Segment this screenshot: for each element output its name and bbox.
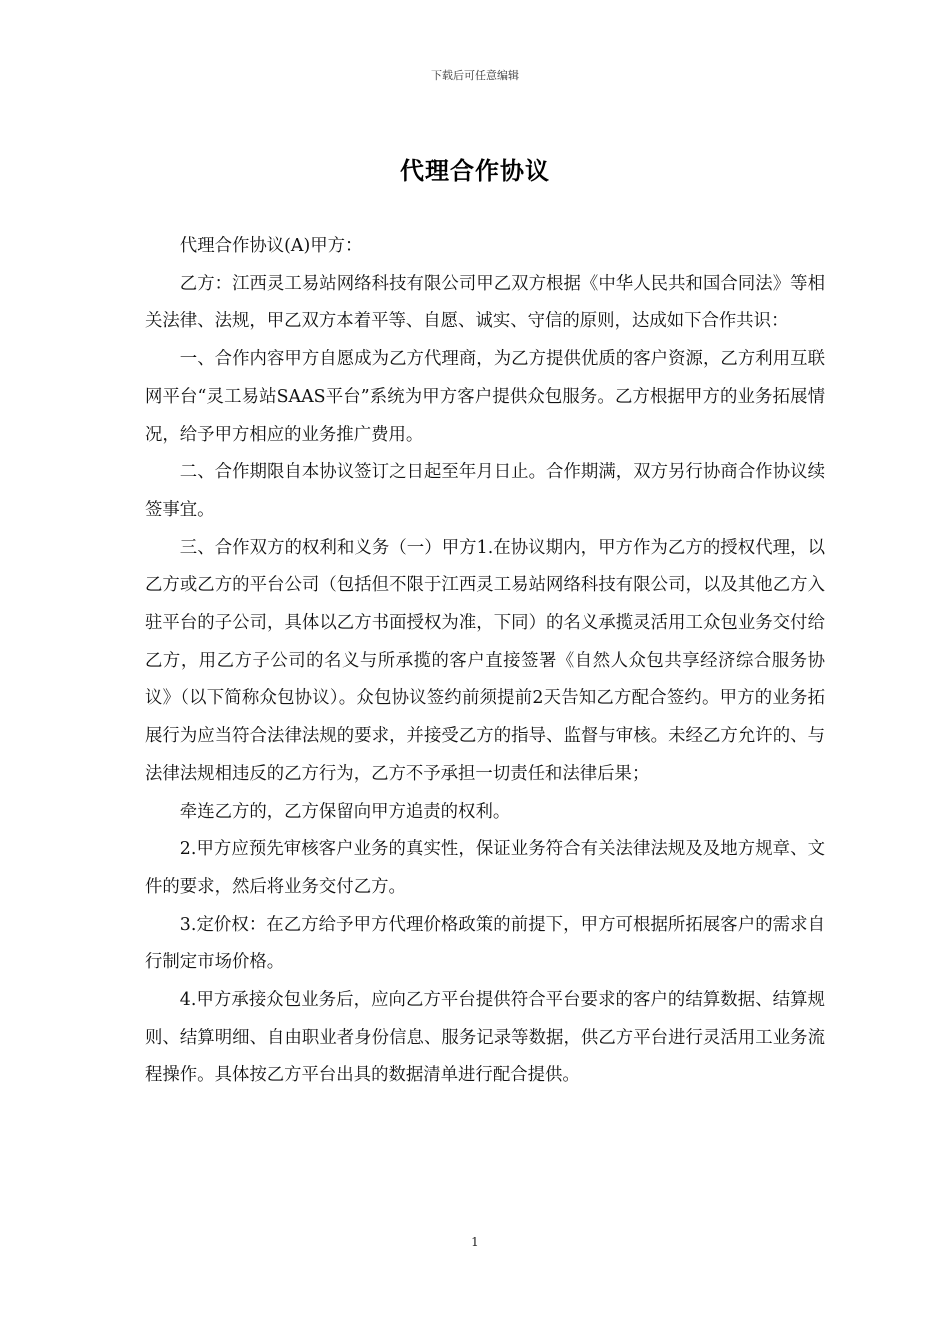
paragraph-rights-obligations: 三、合作双方的权利和义务（一）甲方1.在协议期内，甲方作为乙方的授权代理，以乙方或乙方的平台公司（包括但不限于江西灵工易站网络科技有限公司，以及其他乙方入驻平台的子公司，具体以乙方书面授权为准，下同）的名义承揽灵活用工众包业务交付给乙方，用乙方子公司的名义与所承揽的客户直接签署《自然人众包共享经济综合服务协议》（以下简称众包协议）。众包协议签约前须提前2天告知乙方配合签约。甲方的业务拓展行为应当符合法律法规的要求，并接受乙方的指导、监督与审核。未经乙方允许的、与法律法规相违反的乙方行为，乙方不予承担一切责任和法律后果； [145,537,825,784]
paragraph-cooperation-term: 二、合作期限自本协议签订之日起至年月日止。合作期满，双方另行协商合作协议续签事宜。 [145,462,825,520]
paragraph-liability: 牵连乙方的，乙方保留向甲方追责的权利。 [179,801,511,822]
paragraph-item-4: 4.甲方承接众包业务后，应向乙方平台提供符合平台要求的客户的结算数据、结算规则、结算明细、自由职业者身份信息、服务记录等数据，供乙方平台进行灵活用工业务流程操作。具体按乙方平台出具的数据清单进行配合提供。 [145,990,825,1086]
paragraph-cooperation-content: 一、合作内容甲方自愿成为乙方代理商，为乙方提供优质的客户资源，乙方利用互联网平台“灵工易站SAAS平台”系统为甲方客户提供众包服务。乙方根据甲方的业务拓展情况，给予甲方相应的业务推广费用。 [145,349,825,445]
header-note: 下载后可任意编辑 [431,69,519,82]
paragraph-party-b: 乙方：江西灵工易站网络科技有限公司甲乙双方根据《中华人民共和国合同法》等相关法律、法规，甲乙双方本着平等、自愿、诚实、守信的原则，达成如下合作共识： [145,273,825,332]
page-number: 1 [471,1235,479,1249]
paragraph-item-3: 3.定价权：在乙方给予甲方代理价格政策的前提下，甲方可根据所拓展客户的需求自行制定市场价格。 [145,914,825,973]
paragraph-item-2: 2.甲方应预先审核客户业务的真实性，保证业务符合有关法律法规及及地方规章、文件的要求，然后将业务交付乙方。 [145,839,825,897]
paragraph-party-a: 代理合作协议(A)甲方： [179,236,363,256]
document-title: 代理合作协议 [400,157,550,185]
document-body [145,228,825,1095]
